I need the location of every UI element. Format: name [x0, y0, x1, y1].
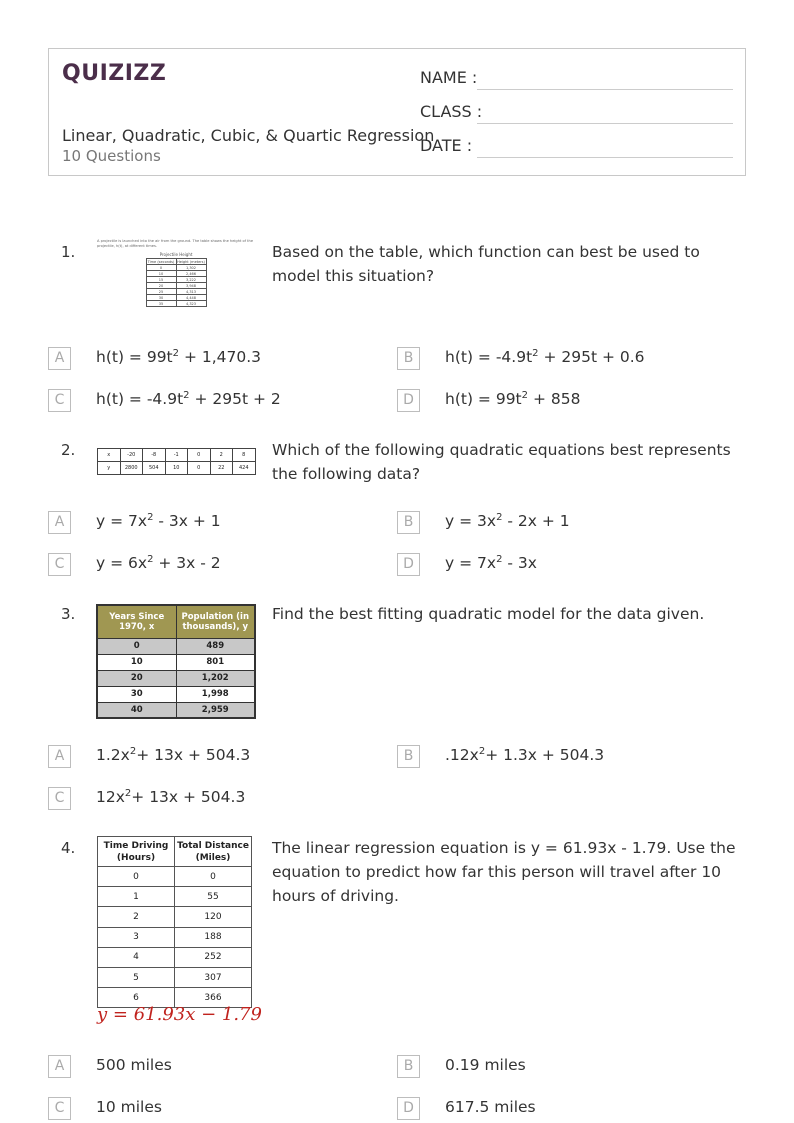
table-cell: 504: [143, 462, 166, 475]
question-number: 3.: [61, 605, 76, 623]
table-cell: 0: [146, 265, 176, 271]
table-cell: 2,466: [176, 271, 206, 277]
table-cell: 1,202: [176, 670, 255, 686]
table-cell: 10: [146, 271, 176, 277]
question-number: 2.: [61, 441, 76, 459]
data-table: [96, 604, 256, 719]
option-a-text[interactable]: $h(t) = 99t^2 + 1,470.3$: [96, 348, 262, 366]
option-d-box[interactable]: D: [397, 553, 420, 576]
table-cell: 8: [233, 449, 256, 462]
option-c-text[interactable]: $y = 6x^2 + 3x - 2$: [96, 554, 221, 572]
table-cell: 0: [97, 638, 176, 654]
option-b-text[interactable]: $y = 3x^2 - 2x + 1$: [445, 512, 570, 530]
table-header: Population (in thousands), y: [176, 605, 255, 638]
table-cell: 0: [175, 867, 252, 887]
table-cell: 0: [98, 867, 175, 887]
table-cell: 22: [210, 462, 233, 475]
table-cell: 6: [98, 988, 175, 1008]
table-cell: 25: [146, 289, 176, 295]
image-caption: A projectile is launched into the air from the ground. The table shows the height of the projectile, h(t), at different times.: [97, 239, 254, 248]
table-cell: 4,323: [176, 301, 206, 307]
option-a-box[interactable]: A: [48, 511, 71, 534]
question-count: 10 Questions: [62, 147, 161, 165]
table-cell: -1: [165, 449, 188, 462]
table-cell: 2,959: [176, 702, 255, 718]
table-header: Total Distance (Miles): [175, 837, 252, 867]
option-c-box[interactable]: C: [48, 553, 71, 576]
table-cell: 30: [146, 295, 176, 301]
class-label: CLASS :: [420, 102, 483, 121]
question-number: 4.: [61, 839, 76, 857]
table-cell: 3,948: [176, 283, 206, 289]
table-cell: 307: [175, 967, 252, 987]
data-table: [97, 836, 252, 1008]
option-b-box[interactable]: B: [397, 511, 420, 534]
table-header: Time Driving (Hours): [98, 837, 175, 867]
table-cell: 20: [97, 670, 176, 686]
table-cell: 0: [188, 462, 211, 475]
table-cell: 2: [98, 907, 175, 927]
table-cell: 2: [210, 449, 233, 462]
table-cell: 252: [175, 947, 252, 967]
option-c-box[interactable]: C: [48, 1097, 71, 1120]
name-label: NAME :: [420, 68, 478, 87]
table-cell: x: [98, 449, 121, 462]
table-cell: 20: [146, 283, 176, 289]
table-cell: 3: [98, 927, 175, 947]
question-text: Find the best fitting quadratic model for the data given.: [272, 605, 705, 623]
option-a-box[interactable]: A: [48, 745, 71, 768]
table-cell: 188: [175, 927, 252, 947]
table-cell: 366: [175, 988, 252, 1008]
quizizz-logo: QUIZIZZ: [62, 61, 167, 86]
option-d-text[interactable]: 617.5 miles: [445, 1098, 536, 1116]
regression-equation: y = 61.93x − 1.79: [97, 1004, 262, 1025]
table-cell: 15: [146, 277, 176, 283]
data-table: [97, 448, 256, 475]
question-text: Based on the table, which function can best be used to model this situation?: [272, 243, 700, 285]
date-line[interactable]: [477, 157, 733, 158]
table-cell: 40: [97, 702, 176, 718]
image-title: Projectile Height: [159, 252, 193, 257]
table-cell: 1,998: [176, 686, 255, 702]
option-b-box[interactable]: B: [397, 347, 420, 370]
table-cell: 35: [146, 301, 176, 307]
table-cell: 30: [97, 686, 176, 702]
table-cell: -8: [143, 449, 166, 462]
option-b-text[interactable]: 0.19 miles: [445, 1056, 526, 1074]
table-cell: y: [98, 462, 121, 475]
option-c-text[interactable]: $h(t) = -4.9t^2 + 295t + 2$: [96, 390, 281, 408]
table-cell: 4: [98, 947, 175, 967]
option-c-box[interactable]: C: [48, 787, 71, 810]
table-cell: 801: [176, 654, 255, 670]
class-line[interactable]: [477, 123, 733, 124]
option-c-text[interactable]: $12x^2+ 13x + 504.3$: [96, 788, 246, 806]
option-a-text[interactable]: $1.2x^2+ 13x + 504.3$: [96, 746, 251, 764]
table-cell: -20: [120, 449, 143, 462]
table-cell: 55: [175, 887, 252, 907]
table-cell: 4,448: [176, 295, 206, 301]
table-cell: 120: [175, 907, 252, 927]
table-header: Time (seconds): [147, 259, 175, 264]
table-cell: 489: [176, 638, 255, 654]
option-d-text[interactable]: $y = 7x^2 - 3x$: [445, 554, 537, 572]
option-b-text[interactable]: $h(t) = -4.9t^2 + 295t + 0.6$: [445, 348, 645, 366]
table-cell: 424: [233, 462, 256, 475]
name-line[interactable]: [477, 89, 733, 90]
worksheet-title: Linear, Quadratic, Cubic, & Quartic Regression: [62, 126, 435, 145]
option-c-text[interactable]: 10 miles: [96, 1098, 162, 1116]
option-c-box[interactable]: C: [48, 389, 71, 412]
table-cell: 3,222: [176, 277, 206, 283]
option-d-box[interactable]: D: [397, 389, 420, 412]
question-number: 1.: [61, 243, 76, 261]
question-image: [97, 239, 255, 321]
option-b-text[interactable]: $.12x^2+ 1.3x + 504.3$: [445, 746, 605, 764]
option-a-text[interactable]: 500 miles: [96, 1056, 172, 1074]
date-label: DATE :: [420, 136, 473, 155]
worksheet-header: [48, 48, 746, 176]
table-cell: 0: [188, 449, 211, 462]
table-cell: 5: [98, 967, 175, 987]
option-d-box[interactable]: D: [397, 1097, 420, 1120]
option-a-text[interactable]: $y = 7x^2 - 3x + 1$: [96, 512, 221, 530]
option-b-box[interactable]: B: [397, 745, 420, 768]
table-cell: 1: [98, 887, 175, 907]
table-header: Height (meters): [177, 259, 205, 264]
option-d-text[interactable]: $h(t) = 99t^2 + 858$: [445, 390, 581, 408]
table-cell: 4,313: [176, 289, 206, 295]
table-cell: 10: [165, 462, 188, 475]
question-text: Which of the following quadratic equations best represents the following data?: [272, 441, 731, 483]
table-header: Years Since 1970, x: [97, 605, 176, 638]
table-cell: 10: [97, 654, 176, 670]
option-a-box[interactable]: A: [48, 1055, 71, 1078]
table-cell: 2800: [120, 462, 143, 475]
data-table: [146, 258, 207, 307]
table-cell: 1,302: [176, 265, 206, 271]
option-b-box[interactable]: B: [397, 1055, 420, 1078]
option-a-box[interactable]: A: [48, 347, 71, 370]
question-text: The linear regression equation is y = 61.93x - 1.79. Use the equation to predict how far this person will travel after 10 hours of driving.: [272, 839, 736, 905]
